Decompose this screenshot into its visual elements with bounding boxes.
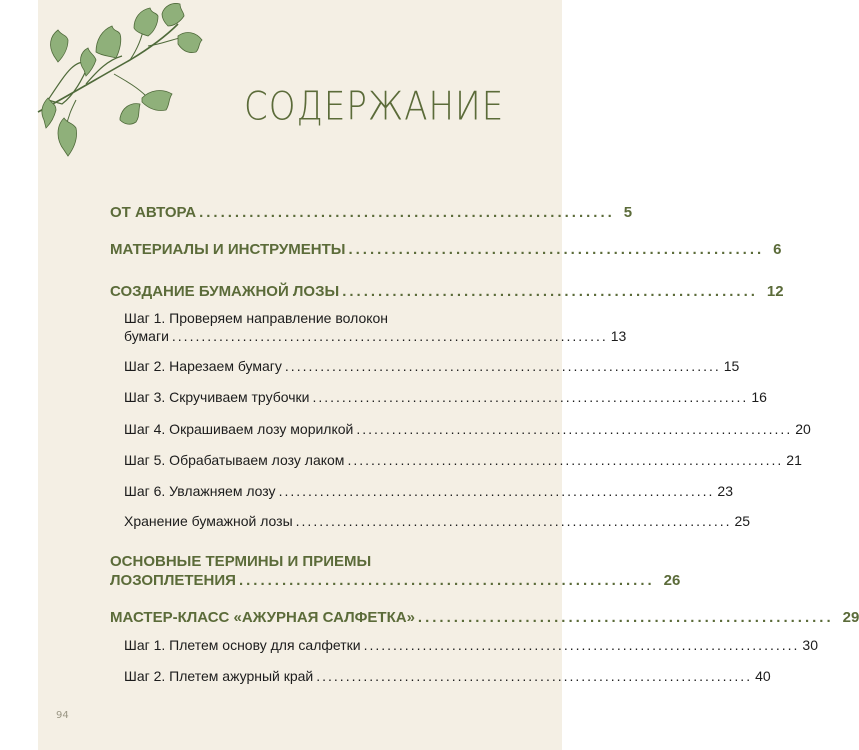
toc-page-number: 40 — [755, 668, 771, 684]
toc-page-number: 15 — [723, 358, 740, 374]
toc-page-number: 23 — [717, 483, 733, 499]
toc-entry-title: МАТЕРИАЛЫ И ИНСТРУМЕНТЫ — [110, 241, 346, 258]
toc-entry-title: ОТ АВТОРА — [110, 204, 197, 221]
toc-leader: .......................................................................... — [347, 452, 784, 468]
toc-entry[interactable] — [124, 421, 811, 437]
toc-page-number: 29 — [842, 609, 859, 626]
toc-leader: .......................................................................... — [356, 421, 793, 437]
toc-entry-title: бумаги — [124, 328, 169, 344]
toc-entry-title: Шаг 4. Окрашиваем лозу морилкой — [124, 421, 354, 437]
toc-leader: .......................................................... — [238, 572, 655, 589]
toc-entry-title: Шаг 1. Плетем основу для салфетки — [124, 637, 361, 653]
toc-page-number: 13 — [610, 328, 627, 344]
toc-leader: .......................................................................... — [363, 637, 800, 653]
toc-entry[interactable] — [124, 483, 733, 499]
toc-entry-title: Шаг 2. Нарезаем бумагу — [124, 358, 282, 374]
toc-leader: .......................................................................... — [171, 328, 608, 344]
toc-entry-title: СОЗДАНИЕ БУМАЖНОЙ ЛОЗЫ — [110, 283, 340, 300]
toc-leader: .......................................................................... — [316, 668, 753, 684]
toc-page-number: 21 — [786, 452, 802, 468]
page-title: СОДЕРЖАНИЕ — [244, 84, 505, 130]
toc-leader: .......................................................... — [342, 283, 758, 300]
toc-entry[interactable] — [110, 283, 784, 300]
toc-page-number: 25 — [734, 513, 751, 529]
toc-page-number: 5 — [623, 204, 633, 221]
toc-page-number: 26 — [663, 572, 681, 589]
book-page — [38, 0, 859, 750]
toc-entry-title: Шаг 6. Увлажняем лозу — [124, 483, 276, 499]
toc-page-number: 16 — [751, 389, 767, 405]
toc-entry[interactable] — [124, 452, 802, 468]
toc-entry[interactable] — [124, 358, 740, 374]
toc-leader: .......................................................................... — [278, 483, 715, 499]
toc-entry[interactable] — [110, 553, 681, 589]
toc-entry-title: Хранение бумажной лозы — [124, 513, 293, 529]
page-number-folio: 94 — [56, 710, 69, 721]
toc-entry[interactable] — [110, 241, 782, 258]
toc-entry-title: Шаг 5. Обрабатываем лозу лаком — [124, 452, 345, 468]
toc-entry-title: ЛОЗОПЛЕТЕНИЯ — [110, 572, 236, 589]
toc-leader: .......................................................... — [199, 204, 615, 221]
toc-entry[interactable] — [124, 513, 751, 529]
toc-leader: .......................................................................... — [284, 358, 721, 374]
toc-leader: .......................................................................... — [295, 513, 732, 529]
ginkgo-leaves-decoration — [38, 0, 208, 185]
toc-entry-title-line1: Шаг 1. Проверяем направление волокон — [124, 310, 389, 326]
toc-page-number: 30 — [802, 637, 818, 653]
toc-entry-title-line1: ОСНОВНЫЕ ТЕРМИНЫ И ПРИЕМЫ — [110, 553, 372, 570]
toc-leader: .......................................................................... — [312, 389, 749, 405]
toc-leader: .......................................................... — [348, 241, 765, 258]
toc-entry[interactable] — [124, 389, 767, 405]
toc-page-number: 20 — [795, 421, 811, 437]
toc-entry[interactable] — [110, 609, 859, 626]
toc-entry-title: Шаг 2. Плетем ажурный край — [124, 668, 314, 684]
toc-entry[interactable] — [124, 668, 771, 684]
toc-entry-title: Шаг 3. Скручиваем трубочки — [124, 389, 310, 405]
toc-page-number: 12 — [766, 283, 784, 300]
toc-page-number: 6 — [773, 241, 782, 258]
toc-leader: .......................................................... — [417, 609, 834, 626]
toc-entry-title: МАСТЕР-КЛАСС «АЖУРНАЯ САЛФЕТКА» — [110, 609, 415, 626]
toc-entry[interactable] — [124, 310, 627, 344]
toc-entry[interactable] — [110, 204, 633, 221]
toc-entry[interactable] — [124, 637, 818, 653]
